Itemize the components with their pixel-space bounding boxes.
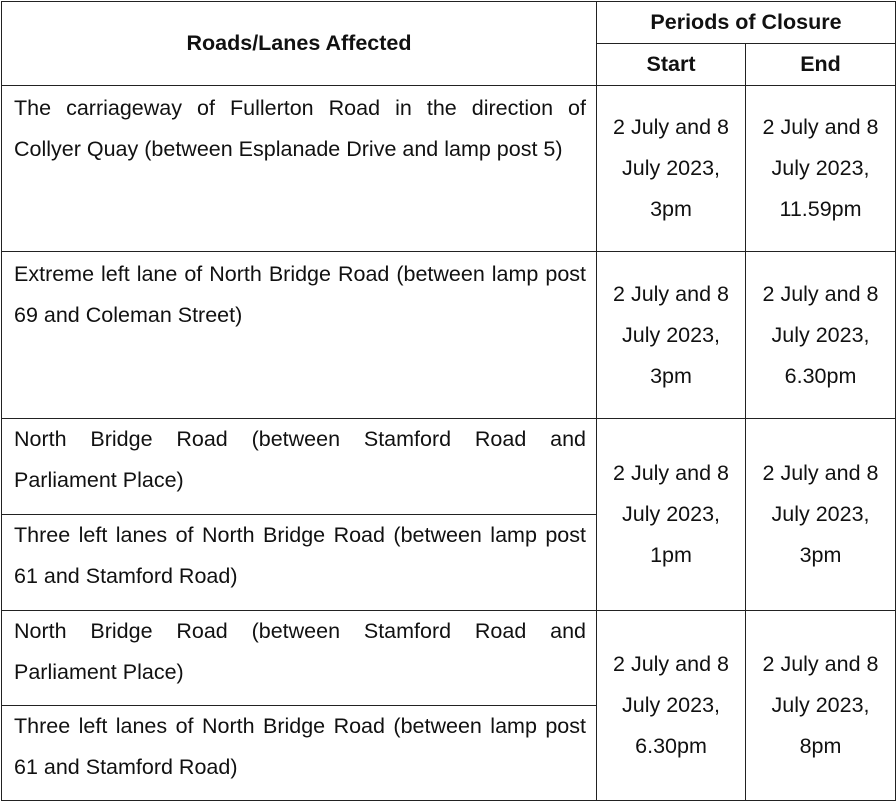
road-text: The carriageway of Fullerton Road in the direction of Collyer Quay (between Esplanade Drive and lamp post 5) [14,96,586,161]
road-text: Three left lanes of North Bridge Road (between lamp post 61 and Stamford Road) [14,523,586,588]
start-cell: 2 July and 8 July 2023, 6.30pm [597,611,746,801]
road-cell [2,611,597,706]
start-cell: 2 July and 8 July 2023, 1pm [597,419,746,611]
road-text: North Bridge Road (between Stamford Road and Parliament Place) [14,427,586,492]
table-row [2,86,896,252]
end-cell: 2 July and 8 July 2023, 6.30pm [746,252,896,419]
road-cell [2,419,597,515]
road-cell [2,86,597,252]
header-periods: Periods of Closure [597,2,896,44]
table-row [2,611,896,706]
road-closure-table [1,1,896,801]
road-text: North Bridge Road (between Stamford Road and Parliament Place) [14,619,586,684]
start-cell: 2 July and 8 July 2023, 3pm [597,86,746,252]
road-cell [2,706,597,801]
table-row [2,252,896,419]
header-start: Start [597,44,746,86]
table-row [2,419,896,515]
road-cell [2,515,597,611]
header-end: End [746,44,896,86]
start-cell: 2 July and 8 July 2023, 3pm [597,252,746,419]
end-cell: 2 July and 8 July 2023, 3pm [746,419,896,611]
road-text: Three left lanes of North Bridge Road (between lamp post 61 and Stamford Road) [14,714,586,779]
end-cell: 2 July and 8 July 2023, 8pm [746,611,896,801]
road-text: Extreme left lane of North Bridge Road (between lamp post 69 and Coleman Street) [14,262,586,327]
header-roads: Roads/Lanes Affected [2,2,597,86]
end-cell: 2 July and 8 July 2023, 11.59pm [746,86,896,252]
road-cell [2,252,597,419]
